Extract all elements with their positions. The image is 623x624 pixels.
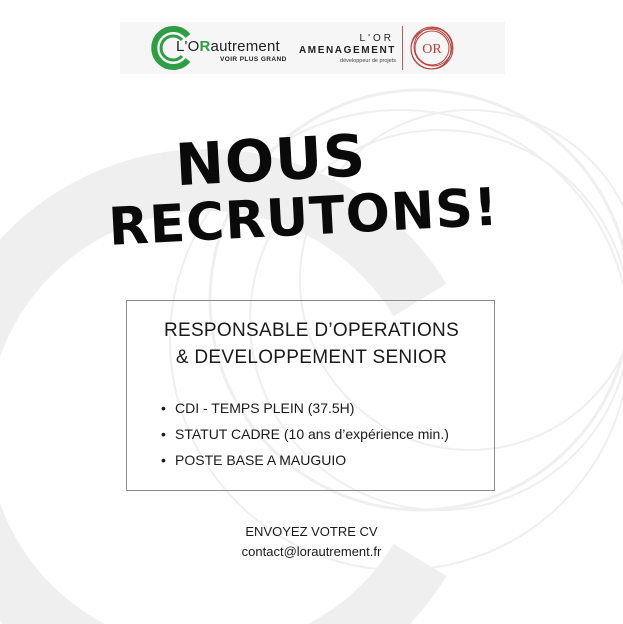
wordmark-prefix: L'O — [176, 38, 200, 55]
job-title — [127, 317, 496, 371]
lorautrement-wordmark — [176, 38, 280, 55]
headline-line2: RECRUTONS! — [107, 177, 501, 258]
job-offer-box — [126, 300, 495, 491]
headline-line1: NOUS — [173, 121, 368, 200]
contact-email-link[interactable]: contact@lorautrement.fr — [241, 544, 382, 559]
job-detail-text: CDI - TEMPS PLEIN (37.5H) — [175, 400, 355, 416]
logo-divider — [402, 26, 403, 70]
job-detail-text: POSTE BASE A MAUGUIO — [175, 452, 347, 468]
bullet-icon: • — [161, 452, 166, 468]
job-title-line1: RESPONSABLE D’OPERATIONS — [163, 320, 460, 341]
loramenagement-line1: L'OR — [359, 33, 394, 44]
loramenagement-logo — [300, 24, 500, 72]
lorautrement-logo — [148, 24, 288, 72]
loramenagement-line2: AMENAGEMENT — [298, 45, 396, 56]
list-item — [161, 399, 449, 425]
job-title-line2: & DEVELOPPEMENT SENIOR — [175, 347, 448, 368]
wordmark-word: autrement — [210, 38, 280, 55]
list-item — [161, 425, 449, 451]
bullet-icon: • — [161, 426, 166, 442]
wordmark-emphasis: R — [199, 38, 211, 55]
headline — [104, 117, 549, 258]
loramenagement-mark-text: OR — [422, 42, 442, 57]
loramenagement-line3: développeur de projets — [340, 58, 396, 64]
loramenagement-rings-mark-icon — [408, 24, 456, 72]
call-to-action — [0, 522, 623, 562]
bullet-icon: • — [161, 400, 166, 416]
job-detail-text: STATUT CADRE (10 ans d’expérience min.) — [175, 426, 449, 442]
lorautrement-tagline: VOIR PLUS GRAND — [220, 56, 287, 63]
cta-instruction: ENVOYEZ VOTRE CV — [245, 524, 378, 539]
list-item — [161, 451, 449, 477]
job-details-list — [161, 399, 449, 477]
